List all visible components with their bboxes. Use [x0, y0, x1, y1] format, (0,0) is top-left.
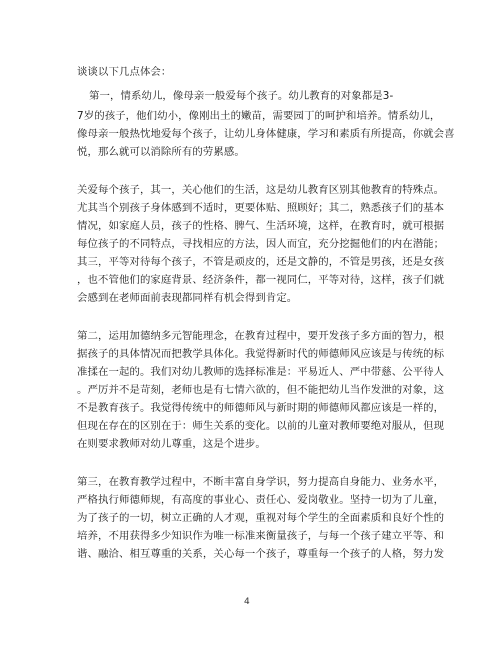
paragraph-line: 但现在存在的区别在于：师生关系的变化。以前的儿童对教师要绝对服从，但现	[77, 420, 445, 432]
paragraph-line: 第一，情系幼儿，像母亲一般爱每个孩子。幼儿教育的对象都是3-	[89, 90, 394, 102]
paragraph-line: 会感到在老师面前表现都同样有机会得到肯定。	[77, 292, 298, 304]
paragraph-line: 准揉在一起的。我们对幼儿教师的选择标准是：平易近人、严中带慈、公平待人	[77, 366, 445, 378]
paragraph-line: 不是教育孩子。我觉得传统中的师德师风与新时期的师德师风都应该是一样的，	[77, 402, 445, 414]
paragraph-line: 悦，那么就可以消除所有的劳累感。	[77, 146, 245, 158]
paragraph-line: 严格执行师德师规，有高度的事业心、责任心、爱岗敬业。坚持一切为了儿童，	[77, 494, 445, 506]
paragraph-line: 其三，平等对待每个孩子，不管是顽皮的，还是文静的，不管是男孩，还是女孩	[77, 256, 445, 268]
intro-line: 谈谈以下几点体会：	[77, 66, 172, 78]
paragraph-line: 7岁的孩子，他们幼小，像刚出土的嫩苗，需要园丁的呵护和培养。情系幼儿，	[77, 110, 441, 122]
paragraph-line: 尤其当个别孩子身体感到不适时，更要体贴、照顾好；其二，熟悉孩子们的基本	[77, 202, 445, 214]
paragraph-line: 。严厉并不是苛刻，老师也是有七情六欲的，但不能把幼儿当作发泄的对象，这	[77, 384, 445, 396]
paragraph-line: 第二，运用加德纳多元智能理念，在教育过程中，要开发孩子多方面的智力，根	[77, 330, 445, 342]
paragraph-line: 在则要求教师对幼儿尊重，这是个进步。	[77, 438, 266, 450]
paragraph-line: 每位孩子的不同特点，寻找相应的方法，因人而宜，充分挖掘他们的内在潜能；	[77, 238, 445, 250]
page-number: 4	[244, 597, 250, 607]
paragraph-line: 第三，在教育教学过程中，不断丰富自身学识，努力提高自身能力、业务水平，	[77, 476, 445, 488]
paragraph-line: 据孩子的具体情况而把教学具体化。我觉得新时代的师德师风应该是与传统的标	[77, 348, 445, 360]
paragraph-line: 情况，如家庭人员，孩子的性格、脾气、生活环境，这样，在教育时，就可根据	[77, 220, 445, 232]
paragraph-line: ，也不管他们的家庭背景、经济条件，都一视同仁，平等对待，这样，孩子们就	[77, 274, 445, 286]
paragraph-line: 像母亲一般热忱地爱每个孩子，让幼儿身体健康，学习和素质有所提高，你就会喜	[77, 128, 455, 140]
paragraph-line: 谐、融洽、相互尊重的关系，关心每一个孩子，尊重每一个孩子的人格，努力发	[77, 548, 445, 560]
paragraph-line: 为了孩子的一切，树立正确的人才观，重视对每个学生的全面素质和良好个性的	[77, 512, 445, 524]
paragraph-line: 关爱每个孩子，其一，关心他们的生活，这是幼儿教育区别其他教育的特殊点。	[77, 184, 445, 196]
paragraph-line: 培养，不用获得多少知识作为唯一标准来衡量孩子，与每一个孩子建立平等、和	[77, 530, 445, 542]
